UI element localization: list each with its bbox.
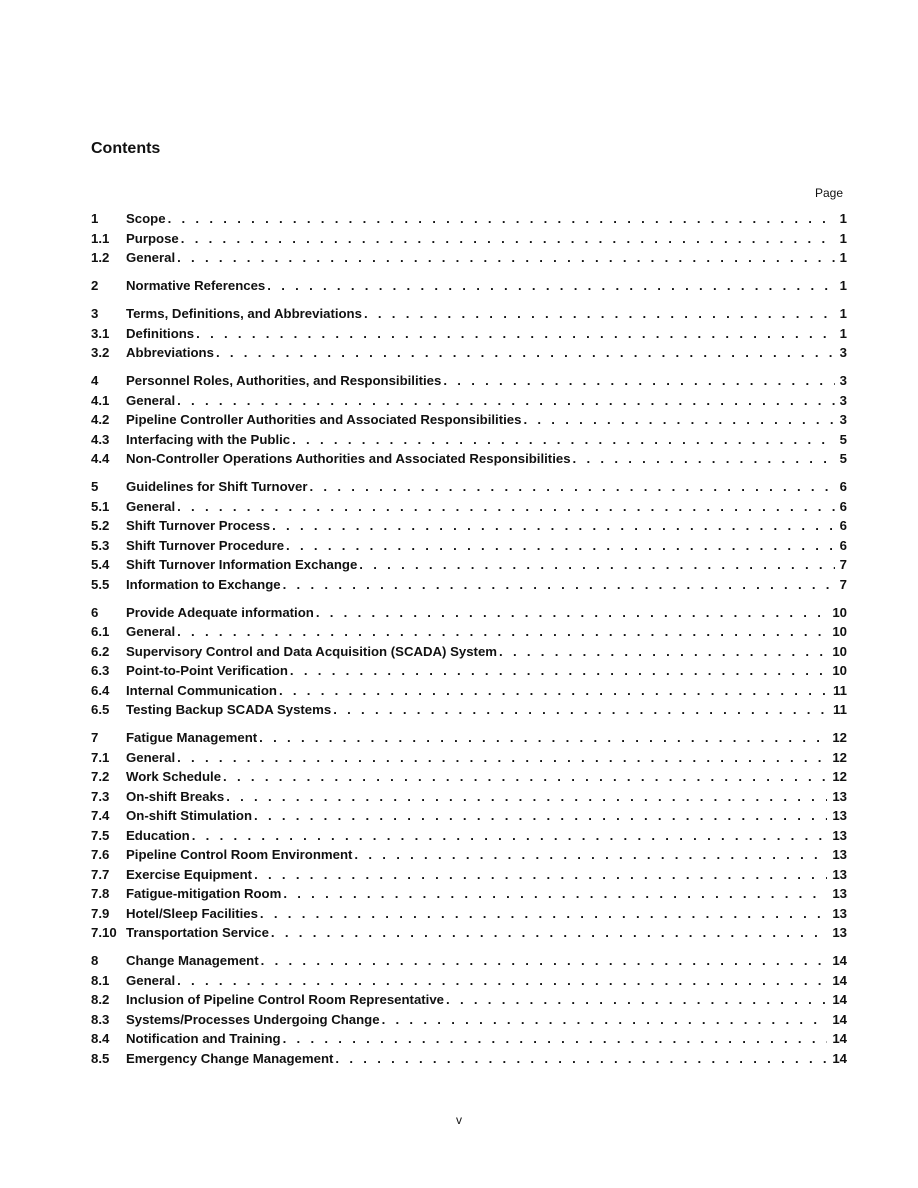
toc-dot-leader — [573, 451, 835, 466]
toc-entry-page: 10 — [832, 604, 847, 620]
toc-entry[interactable] — [91, 683, 847, 703]
toc-entry-number: 4.1 — [91, 392, 110, 408]
toc-entry-number: 4.4 — [91, 451, 110, 466]
toc-dot-leader — [177, 973, 827, 988]
toc-entry-number: 8.2 — [91, 992, 110, 1007]
toc-entry-number: 5 — [91, 479, 99, 494]
toc-entry[interactable] — [91, 479, 847, 499]
toc-entry-page: 1 — [839, 306, 847, 321]
toc-entry-page: 14 — [832, 1050, 847, 1066]
toc-entry-number: 6.4 — [91, 682, 110, 698]
toc-dot-leader — [283, 577, 835, 592]
toc-entry[interactable] — [91, 624, 847, 644]
toc-entry-title: Education — [126, 827, 190, 843]
toc-entry[interactable] — [91, 518, 847, 538]
toc-entry-title: Guidelines for Shift Turnover — [126, 479, 308, 494]
toc-entry-title: Interfacing with the Public — [126, 431, 291, 447]
toc-entry-page: 3 — [839, 373, 847, 388]
toc-entry-page: 1 — [839, 211, 847, 226]
toc-dot-leader — [267, 278, 834, 293]
toc-entry-number: 4 — [91, 373, 99, 388]
toc-entry[interactable] — [91, 867, 847, 887]
contents-heading: Contents — [91, 140, 161, 157]
toc-entry[interactable] — [91, 557, 847, 577]
toc-dot-leader — [316, 605, 828, 620]
toc-entry-title: Internal Communication — [126, 682, 277, 698]
toc-entry-page: 12 — [832, 749, 847, 765]
toc-entry-number: 1.2 — [91, 250, 110, 265]
toc-entry[interactable] — [91, 906, 847, 926]
toc-entry-title: Personnel Roles, Authorities, and Responsibilities — [126, 373, 442, 388]
toc-dot-leader — [177, 624, 827, 639]
toc-entry-page: 1 — [839, 325, 847, 341]
toc-dot-leader — [364, 306, 835, 321]
toc-entry[interactable] — [91, 992, 847, 1012]
toc-entry-number: 5.1 — [91, 498, 110, 514]
toc-entry-page: 14 — [832, 1031, 847, 1046]
toc-entry-title: General — [126, 972, 176, 988]
toc-entry-number: 7.8 — [91, 886, 110, 901]
toc-dot-leader — [354, 847, 827, 862]
toc-entry[interactable] — [91, 432, 847, 452]
toc-dot-leader — [272, 518, 835, 533]
table-of-contents — [91, 211, 847, 1079]
toc-entry-number: 1.1 — [91, 230, 110, 246]
toc-dot-leader — [254, 867, 827, 882]
toc-entry-title: Shift Turnover Information Exchange — [126, 557, 358, 572]
toc-entry-number: 4.2 — [91, 412, 110, 427]
toc-dot-leader — [216, 345, 835, 360]
toc-entry-page: 13 — [832, 827, 847, 843]
toc-entry-number: 3.2 — [91, 345, 110, 360]
toc-entry-title: General — [126, 250, 176, 265]
toc-dot-leader — [168, 211, 835, 226]
toc-entry-title: Hotel/Sleep Facilities — [126, 905, 258, 921]
toc-entry-page: 5 — [839, 431, 847, 447]
toc-entry-page: 12 — [832, 730, 847, 745]
toc-entry[interactable] — [91, 769, 847, 789]
toc-entry-number: 5.2 — [91, 518, 110, 533]
toc-entry-number: 6.5 — [91, 702, 110, 717]
toc-entry-number: 6 — [91, 604, 99, 620]
toc-entry-page: 10 — [832, 643, 847, 659]
toc-entry-number: 7.5 — [91, 827, 110, 843]
toc-section-group — [91, 211, 847, 270]
toc-entry[interactable] — [91, 538, 847, 558]
toc-entry[interactable] — [91, 231, 847, 251]
toc-entry-title: Shift Turnover Procedure — [126, 537, 285, 553]
toc-dot-leader — [292, 432, 835, 447]
toc-entry-title: Testing Backup SCADA Systems — [126, 702, 332, 717]
toc-entry-number: 7.7 — [91, 866, 110, 882]
toc-entry-title: Scope — [126, 211, 166, 226]
toc-dot-leader — [223, 769, 827, 784]
toc-dot-leader — [382, 1012, 828, 1027]
toc-entry-number: 7 — [91, 730, 99, 745]
toc-entry-page: 5 — [839, 451, 847, 466]
toc-entry-title: Point-to-Point Verification — [126, 663, 288, 678]
toc-entry-page: 1 — [839, 278, 847, 293]
toc-dot-leader — [226, 789, 827, 804]
toc-entry-number: 3 — [91, 306, 99, 321]
toc-entry-title: General — [126, 749, 176, 765]
toc-dot-leader — [499, 644, 827, 659]
toc-dot-leader — [523, 412, 834, 427]
toc-entry-title: On-shift Stimulation — [126, 808, 253, 823]
toc-entry-page: 7 — [839, 557, 847, 572]
toc-entry-title: Fatigue Management — [126, 730, 258, 745]
toc-entry-page: 13 — [832, 847, 847, 862]
toc-entry-number: 3.1 — [91, 325, 110, 341]
toc-entry[interactable] — [91, 278, 847, 298]
toc-dot-leader — [177, 393, 835, 408]
toc-dot-leader — [181, 231, 835, 246]
toc-entry[interactable] — [91, 1031, 847, 1051]
toc-entry-title: Provide Adequate information — [126, 604, 314, 620]
toc-entry-title: General — [126, 392, 176, 408]
toc-entry[interactable] — [91, 373, 847, 393]
toc-entry-page: 1 — [839, 230, 847, 246]
toc-entry-title: On-shift Breaks — [126, 788, 225, 804]
toc-dot-leader — [279, 683, 828, 698]
toc-entry-page: 13 — [832, 905, 847, 921]
toc-entry-number: 8.1 — [91, 972, 110, 988]
toc-entry[interactable] — [91, 499, 847, 519]
toc-dot-leader — [290, 663, 827, 678]
toc-section-group — [91, 278, 847, 298]
toc-entry-title: Emergency Change Management — [126, 1050, 334, 1066]
toc-entry-page: 14 — [832, 1011, 847, 1027]
toc-entry-page: 10 — [832, 624, 847, 639]
toc-entry-number: 7.6 — [91, 847, 110, 862]
toc-entry-title: Work Schedule — [126, 769, 222, 784]
toc-entry-number: 6.3 — [91, 663, 110, 678]
toc-entry-title: Abbreviations — [126, 345, 214, 360]
toc-entry-title: Notification and Training — [126, 1031, 281, 1046]
toc-dot-leader — [259, 730, 827, 745]
toc-entry-number: 7.2 — [91, 769, 110, 784]
toc-entry-title: Purpose — [126, 230, 179, 246]
toc-entry-number: 6.2 — [91, 643, 110, 659]
toc-dot-leader — [261, 953, 828, 968]
toc-entry-number: 5.3 — [91, 537, 110, 553]
toc-entry[interactable] — [91, 1012, 847, 1032]
toc-entry-number: 7.10 — [91, 925, 117, 940]
toc-entry-title: Transportation Service — [126, 925, 269, 940]
toc-entry-title: Change Management — [126, 953, 259, 968]
toc-entry-page: 11 — [833, 682, 847, 698]
toc-entry[interactable] — [91, 663, 847, 683]
toc-section-group — [91, 953, 847, 1070]
toc-entry-title: General — [126, 498, 176, 514]
toc-entry-number: 8.4 — [91, 1031, 110, 1046]
toc-section-group — [91, 306, 847, 365]
toc-entry[interactable] — [91, 973, 847, 993]
toc-section-group — [91, 605, 847, 722]
toc-entry-number: 8.5 — [91, 1050, 110, 1066]
toc-entry-title: Fatigue-mitigation Room — [126, 886, 282, 901]
toc-entry-page: 6 — [839, 518, 847, 533]
toc-entry-page: 13 — [832, 925, 847, 940]
toc-dot-leader — [271, 925, 827, 940]
toc-entry-number: 8 — [91, 953, 99, 968]
toc-entry[interactable] — [91, 326, 847, 346]
toc-entry-page: 10 — [832, 663, 847, 678]
toc-section-group — [91, 730, 847, 945]
toc-entry-page: 3 — [839, 392, 847, 408]
toc-entry-page: 13 — [832, 886, 847, 901]
toc-entry-number: 5.5 — [91, 576, 110, 592]
toc-entry[interactable] — [91, 808, 847, 828]
toc-entry-page: 12 — [832, 769, 847, 784]
toc-entry-number: 6.1 — [91, 624, 110, 639]
toc-dot-leader — [283, 1031, 828, 1046]
toc-entry-title: Pipeline Control Room Environment — [126, 847, 353, 862]
toc-dot-leader — [309, 479, 834, 494]
toc-dot-leader — [196, 326, 835, 341]
toc-entry-title: Non-Controller Operations Authorities and Associated Responsibilities — [126, 451, 571, 466]
toc-entry-number: 8.3 — [91, 1011, 110, 1027]
toc-entry-page: 14 — [832, 953, 847, 968]
toc-entry-page: 13 — [832, 866, 847, 882]
toc-entry-title: Definitions — [126, 325, 195, 341]
toc-entry[interactable] — [91, 644, 847, 664]
toc-entry[interactable] — [91, 412, 847, 432]
toc-entry-number: 2 — [91, 278, 99, 293]
toc-entry-title: Terms, Definitions, and Abbreviations — [126, 306, 362, 321]
toc-section-group — [91, 373, 847, 471]
toc-entry[interactable] — [91, 577, 847, 597]
toc-dot-leader — [177, 499, 835, 514]
footer-page-number: v — [456, 1113, 462, 1127]
toc-dot-leader — [192, 828, 828, 843]
toc-entry-title: Inclusion of Pipeline Control Room Representative — [126, 992, 445, 1007]
toc-entry-title: Normative References — [126, 278, 266, 293]
toc-entry-title: Information to Exchange — [126, 576, 281, 592]
toc-entry[interactable] — [91, 789, 847, 809]
toc-entry-page: 13 — [832, 788, 847, 804]
toc-entry-page: 6 — [839, 498, 847, 514]
toc-dot-leader — [333, 702, 828, 717]
toc-dot-leader — [260, 906, 827, 921]
toc-entry-number: 7.4 — [91, 808, 110, 823]
toc-dot-leader — [443, 373, 834, 388]
page-column-label: Page — [814, 186, 843, 200]
toc-entry[interactable] — [91, 306, 847, 326]
toc-dot-leader — [359, 557, 834, 572]
toc-dot-leader — [177, 250, 835, 265]
toc-entry-title: Supervisory Control and Data Acquisition (SCADA) System — [126, 643, 498, 659]
toc-entry-page: 3 — [839, 412, 847, 427]
toc-entry-page: 6 — [839, 479, 847, 494]
toc-entry[interactable] — [91, 953, 847, 973]
toc-entry[interactable] — [91, 750, 847, 770]
toc-entry-title: Pipeline Controller Authorities and Associated Responsibilities — [126, 412, 522, 427]
toc-entry[interactable] — [91, 702, 847, 722]
toc-dot-leader — [283, 886, 827, 901]
toc-entry-page: 3 — [839, 345, 847, 360]
toc-entry-number: 7.1 — [91, 749, 110, 765]
toc-entry[interactable] — [91, 1051, 847, 1071]
toc-entry-page: 7 — [839, 576, 847, 592]
toc-entry-page: 13 — [832, 808, 847, 823]
toc-entry-page: 11 — [833, 702, 847, 717]
toc-dot-leader — [286, 538, 835, 553]
toc-entry-number: 5.4 — [91, 557, 110, 572]
toc-entry[interactable] — [91, 925, 847, 945]
toc-entry-title: Exercise Equipment — [126, 866, 253, 882]
toc-entry-title: General — [126, 624, 176, 639]
toc-entry[interactable] — [91, 605, 847, 625]
toc-section-group — [91, 479, 847, 596]
toc-entry[interactable] — [91, 393, 847, 413]
toc-entry-page: 14 — [832, 972, 847, 988]
toc-entry-title: Systems/Processes Undergoing Change — [126, 1011, 380, 1027]
toc-entry[interactable] — [91, 730, 847, 750]
toc-entry-title: Shift Turnover Process — [126, 518, 271, 533]
toc-dot-leader — [254, 808, 827, 823]
toc-entry-page: 6 — [839, 537, 847, 553]
toc-entry-page: 1 — [839, 250, 847, 265]
toc-entry[interactable] — [91, 828, 847, 848]
toc-entry-page: 14 — [832, 992, 847, 1007]
toc-entry[interactable] — [91, 451, 847, 471]
toc-entry[interactable] — [91, 250, 847, 270]
toc-entry-number: 1 — [91, 211, 99, 226]
toc-entry[interactable] — [91, 886, 847, 906]
toc-entry-number: 4.3 — [91, 431, 110, 447]
toc-dot-leader — [177, 750, 827, 765]
toc-dot-leader — [335, 1051, 827, 1066]
toc-entry[interactable] — [91, 847, 847, 867]
toc-entry[interactable] — [91, 345, 847, 365]
toc-entry-number: 7.3 — [91, 788, 110, 804]
toc-entry-number: 7.9 — [91, 905, 110, 921]
toc-entry[interactable] — [91, 211, 847, 231]
toc-dot-leader — [446, 992, 827, 1007]
